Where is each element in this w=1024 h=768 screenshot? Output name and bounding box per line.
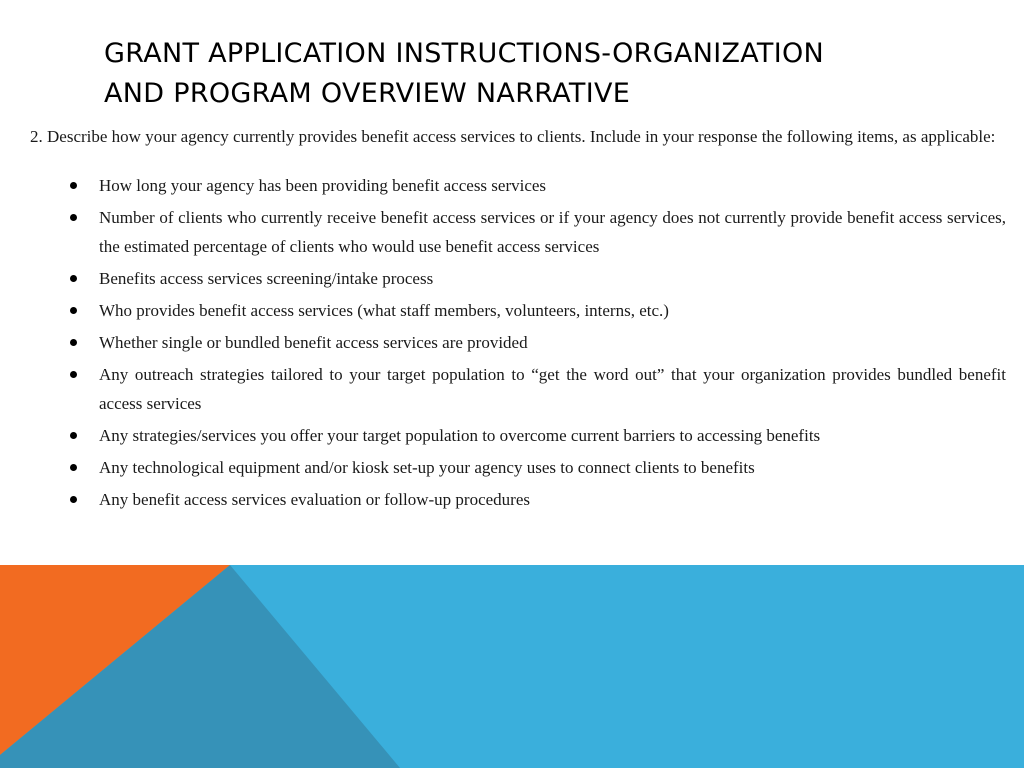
bullet-text: Number of clients who currently receive benefit access services or if your agency does not currently provide benefit access services, the estimated percentage of clients who would use benefit access services xyxy=(99,208,1006,256)
slide-title-line-2: AND PROGRAM OVERVIEW NARRATIVE xyxy=(104,78,631,109)
bullet-dot-icon xyxy=(70,307,77,314)
bullet-text: Benefits access services screening/intake process xyxy=(99,269,434,288)
bullet-item xyxy=(30,171,1006,200)
bullet-text: Any technological equipment and/or kiosk set-up your agency uses to connect clients to benefits xyxy=(99,458,755,477)
bullet-dot-icon xyxy=(70,371,77,378)
decorative-footer-band xyxy=(0,565,1024,768)
bullet-dot-icon xyxy=(70,432,77,439)
slide-title-line-1: GRANT APPLICATION INSTRUCTIONS-ORGANIZATION xyxy=(104,38,825,69)
bullet-item xyxy=(30,328,1006,357)
bullet-text: Any benefit access services evaluation or follow-up procedures xyxy=(99,490,530,509)
bullet-item xyxy=(30,203,1006,261)
slide-content xyxy=(30,124,1006,517)
bullet-list xyxy=(30,171,1006,514)
bullet-item xyxy=(30,296,1006,325)
bullet-text: Any strategies/services you offer your target population to overcome current barriers to accessing benefits xyxy=(99,426,821,445)
slide-title xyxy=(104,34,984,114)
bullet-dot-icon xyxy=(70,214,77,221)
bullet-item xyxy=(30,485,1006,514)
bullet-dot-icon xyxy=(70,339,77,346)
bullet-text: Who provides benefit access services (what staff members, volunteers, interns, etc.) xyxy=(99,301,669,320)
intro-paragraph: 2. Describe how your agency currently provides benefit access services to clients. Include in your response the following items, as applicable: xyxy=(30,127,996,146)
bullet-text: Whether single or bundled benefit access services are provided xyxy=(99,333,528,352)
bullet-item xyxy=(30,264,1006,293)
footer-shapes xyxy=(0,565,1024,768)
bullet-text: Any outreach strategies tailored to your target population to “get the word out” that your organization provides bundled benefit access services xyxy=(99,365,1006,413)
bullet-item xyxy=(30,453,1006,482)
bullet-dot-icon xyxy=(70,496,77,503)
bullet-dot-icon xyxy=(70,182,77,189)
bullet-text: How long your agency has been providing benefit access services xyxy=(99,176,547,195)
bullet-item xyxy=(30,360,1006,418)
bullet-dot-icon xyxy=(70,275,77,282)
bullet-dot-icon xyxy=(70,464,77,471)
bullet-item xyxy=(30,421,1006,450)
